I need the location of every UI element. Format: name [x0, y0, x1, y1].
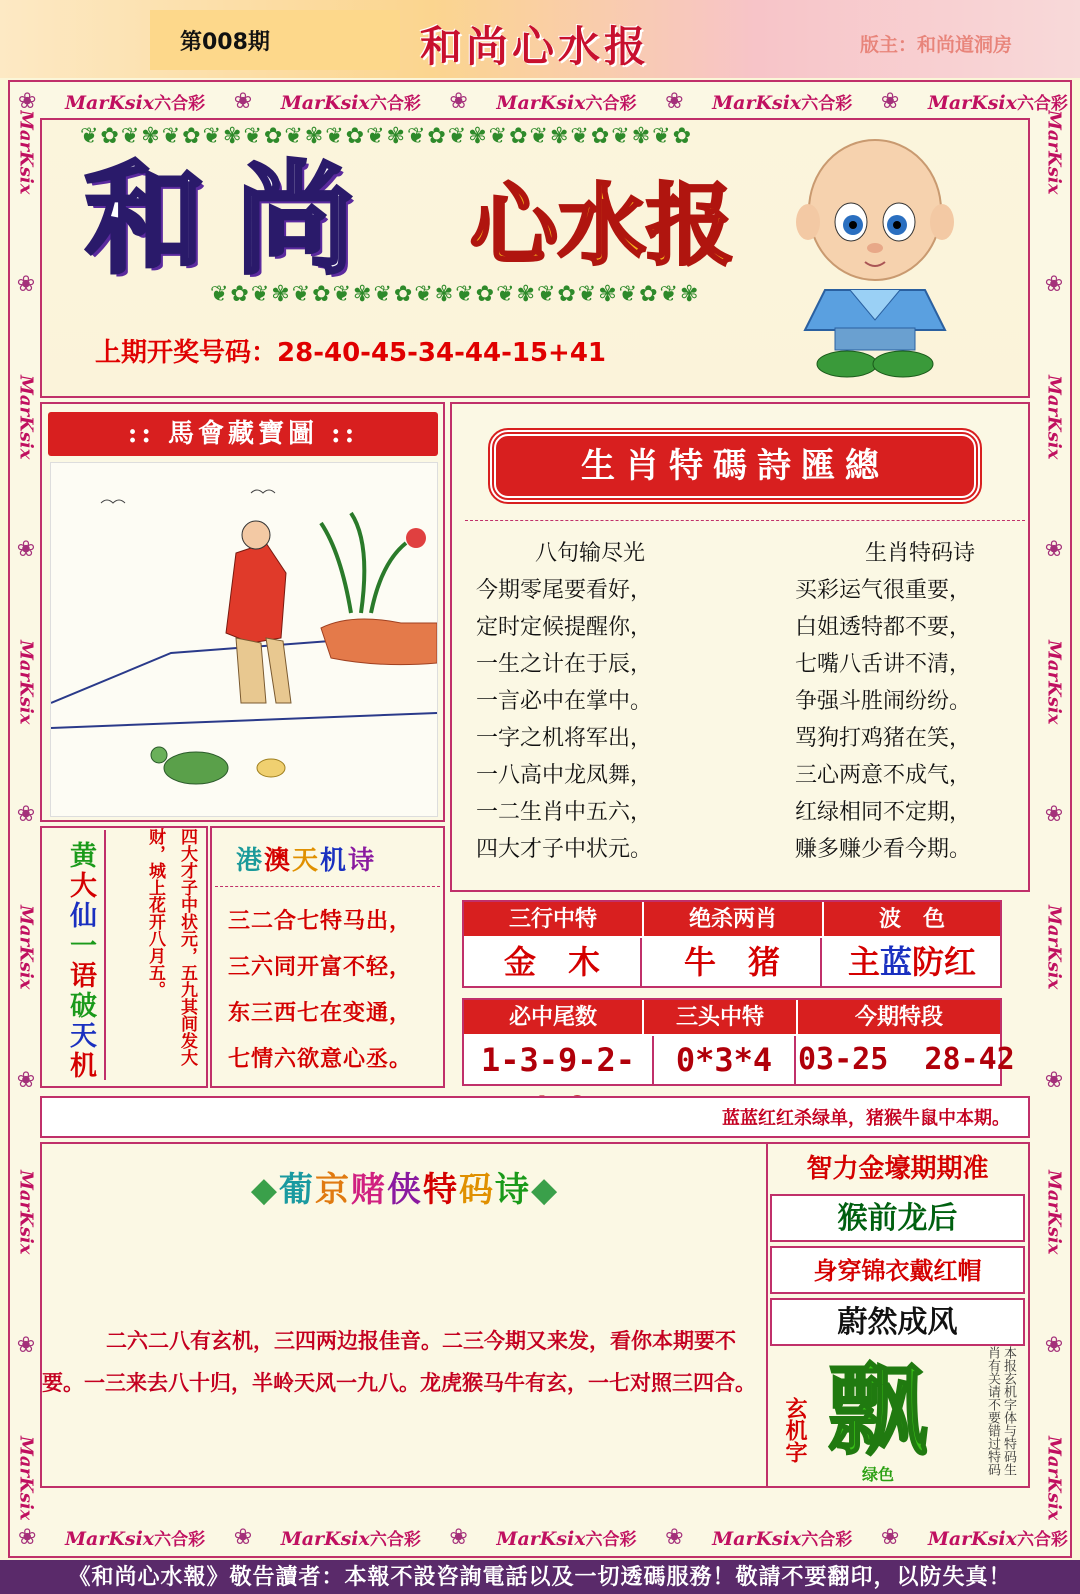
- title-char: 大: [65, 871, 96, 901]
- title-char: 诗: [348, 846, 377, 876]
- footer-notice: 《和尚心水報》敬告讀者：本報不設咨詢電話以及一切透碼服務！敬請不要翻印，以防失真！: [0, 1560, 1080, 1594]
- grid-head: 必中尾数: [464, 1000, 642, 1034]
- poem-line: 三六同开富不轻，: [228, 954, 413, 980]
- flower-icon: ❀: [1044, 1067, 1064, 1093]
- grid-head: 三头中特: [644, 1000, 796, 1034]
- poem-line: 三二合七特马出，: [228, 908, 413, 934]
- hk-macau-poem-lines: [228, 898, 438, 1082]
- flower-icon: ❀: [665, 88, 684, 114]
- watermark-left: [12, 110, 40, 1520]
- poem-line: 七情六欲意心丞。: [228, 1046, 413, 1072]
- flower-icon: ❀: [1044, 802, 1064, 828]
- grid-head: 波 色: [824, 902, 1000, 936]
- watermark-label: MarKsix: [15, 640, 37, 725]
- title-char: 葡: [279, 1170, 315, 1210]
- title-char: 机: [65, 1051, 96, 1081]
- flower-icon: ❀: [880, 1524, 900, 1550]
- wave-color-value: [824, 938, 1000, 986]
- poem-line: 七嘴八舌讲不清，: [795, 652, 972, 677]
- watermark-label: MarKsix: [15, 905, 37, 990]
- watermark-label: MarKsix: [15, 110, 37, 195]
- zodiac-hint-2: 身穿锦衣戴红帽: [770, 1246, 1025, 1294]
- title-char: 红: [944, 943, 977, 981]
- grid-head: 绝杀两肖: [644, 902, 822, 936]
- flower-icon: ❀: [233, 88, 253, 114]
- issue-number: 第008期: [150, 10, 400, 70]
- last-draw-label: 上期开奖号码：: [95, 338, 278, 368]
- poem-line: 东三西七在变通，: [228, 1000, 413, 1026]
- flower-icon: ❀: [233, 1524, 253, 1550]
- divider: [104, 830, 106, 1080]
- masthead-subtitle: 心水报: [470, 173, 735, 277]
- zodiac-hint-3: 蔚然成风: [770, 1298, 1025, 1346]
- last-draw: [95, 330, 795, 376]
- watermark-label: MarKsix六合彩: [280, 1527, 421, 1550]
- title-char: 黄: [65, 841, 96, 871]
- flower-icon: ❀: [16, 1332, 36, 1358]
- poem-line: 三心两意不成气，: [795, 763, 972, 788]
- watermark-top: [18, 86, 1068, 116]
- watermark-label: MarKsix六合彩: [712, 91, 853, 114]
- flower-icon: ❀: [18, 1524, 37, 1550]
- poem-line: 白姐透特都不要，: [795, 615, 972, 640]
- diamond-icon: ◆: [250, 1170, 279, 1210]
- poem-line: 争强斗胜闹纷纷。: [795, 689, 972, 714]
- title-char: 主: [847, 943, 880, 981]
- poem-line: 红绿相同不定期，: [795, 800, 972, 825]
- mystery-char-color: 绿色: [861, 1465, 894, 1484]
- last-draw-numbers: 28-40-45-34-44-15+41: [277, 338, 607, 368]
- title-char: 语: [65, 961, 96, 991]
- title-char: 码: [459, 1170, 495, 1210]
- watermark-label: MarKsix: [15, 375, 37, 460]
- editor-credit: 版主：和尚道洞房: [860, 34, 1013, 56]
- watermark-label: MarKsix: [1043, 375, 1065, 460]
- watermark-label: MarKsix六合彩: [65, 1527, 206, 1550]
- flower-icon: ❀: [18, 88, 37, 114]
- title-char: 破: [65, 991, 96, 1021]
- watermark-label: MarKsix: [1043, 640, 1065, 725]
- hot-couplet: 四大才子中状元，五九其间发大财，城上花开八月五。: [145, 828, 197, 1066]
- right-poem-title: 生肖特码诗: [865, 541, 976, 566]
- watermark-label: MarKsix: [1043, 1435, 1065, 1520]
- title-char: 京: [315, 1170, 351, 1210]
- title-char: 澳: [264, 846, 293, 876]
- mystery-char: 飘: [827, 1351, 928, 1469]
- watermark-label: MarKsix: [1043, 110, 1065, 195]
- diamond-icon: ◆: [531, 1170, 560, 1210]
- poem-line: 一生之计在于辰，: [476, 652, 653, 677]
- flower-icon: ❀: [449, 88, 468, 114]
- three-element-value: 金 木: [464, 938, 642, 986]
- kill-zodiac-value: 牛 猪: [644, 938, 822, 986]
- title-char: 特: [423, 1170, 459, 1210]
- flower-icon: ❀: [16, 537, 36, 563]
- poem-line: 今期零尾要看好，: [476, 578, 653, 603]
- poem-line: 定时定候提醒你，: [476, 615, 653, 640]
- poem-line: 买彩运气很重要，: [795, 578, 972, 603]
- watermark-right: [1040, 110, 1068, 1520]
- flower-icon: ❀: [1044, 537, 1064, 563]
- watermark-label: MarKsix: [1043, 1170, 1065, 1255]
- hk-macau-poem-title: [236, 840, 436, 880]
- huang-daxian-saying: [60, 836, 100, 1086]
- slogan: 智力金壕期期准: [806, 1154, 989, 1184]
- title-char: 机: [320, 846, 349, 876]
- poem-line: 一字之机将军出，: [476, 726, 653, 751]
- top-title: 和尚心水报: [420, 22, 651, 71]
- title-char: 蓝: [879, 943, 912, 981]
- poem-line: 四大才子中状元。: [476, 837, 653, 862]
- masthead-title: 和尚: [85, 149, 385, 290]
- mystery-char-note: 本报玄机字体与特码生肖有关请不要错过特码: [985, 1346, 1016, 1476]
- right-poem: [795, 572, 1025, 868]
- tagline-text: 蓝蓝红红杀绿单，猪猴牛鼠中本期。: [722, 1108, 1010, 1129]
- flower-icon: ❀: [16, 272, 36, 298]
- macau-gambler-poem-title: [215, 1162, 595, 1216]
- title-char: 诗: [495, 1170, 531, 1210]
- special-range-value: 03-25 28-42: [798, 1042, 1015, 1077]
- flower-icon: ❀: [449, 1524, 468, 1550]
- watermark-label: MarKsix六合彩: [927, 1527, 1068, 1550]
- poem-line: 一八高中龙凤舞，: [476, 763, 653, 788]
- vine-decoration: ❦✿❦✾❦✿❦✾❦✿❦✾❦✿❦✾❦✿❦✾❦✿❦✾❦✿❦✾❦✿: [80, 124, 694, 148]
- left-poem: [476, 572, 756, 868]
- watermark-label: MarKsix六合彩: [496, 91, 637, 114]
- flower-icon: ❀: [880, 88, 900, 114]
- tail-number-value: 1-3-9-2-: [464, 1036, 654, 1084]
- watermark-label: MarKsix: [15, 1170, 37, 1255]
- watermark-label: MarKsix六合彩: [496, 1527, 637, 1550]
- title-char: 天: [292, 846, 321, 876]
- poem-line: 一二生肖中五六，: [476, 800, 653, 825]
- flower-icon: ❀: [1044, 272, 1064, 298]
- head-number-value: 0*3*4: [654, 1036, 796, 1084]
- treasure-map-illustration: [50, 462, 438, 817]
- treasure-map-title: :: 馬會藏寶圖 ::: [48, 412, 438, 456]
- watermark-bottom: [18, 1522, 1068, 1552]
- vine-decoration: ❦✿❦✾❦✿❦✾❦✿❦✾❦✿❦✾❦✿❦✾❦✿❦✾: [210, 282, 701, 306]
- poem-line: 骂狗打鸡猪在笑，: [795, 726, 972, 751]
- macau-gambler-poem-text: 二六二八有玄机，三四两边报佳音。二三今期又来发，看你本期要不要。一三来去八十归，半岭天风一九八。龙虎猴马牛有玄，一七对照三四合。: [42, 1328, 756, 1395]
- title-char: 仙: [65, 901, 96, 931]
- watermark-label: MarKsix六合彩: [712, 1527, 853, 1550]
- zodiac-poem-title: 生肖特碼詩匯總: [490, 430, 980, 502]
- watermark-label: MarKsix六合彩: [65, 91, 206, 114]
- flower-icon: ❀: [1044, 1332, 1064, 1358]
- watermark-label: MarKsix六合彩: [927, 91, 1068, 114]
- watermark-label: MarKsix: [15, 1435, 37, 1520]
- flower-icon: ❀: [16, 802, 36, 828]
- watermark-label: MarKsix六合彩: [280, 91, 421, 114]
- title-char: 侠: [387, 1170, 423, 1210]
- mystery-char-label: 玄机字: [782, 1397, 808, 1463]
- title-char: 天: [65, 1021, 96, 1051]
- grid-head: 三行中特: [464, 902, 642, 936]
- title-char: 赌: [351, 1170, 387, 1210]
- grid-head: 今期特段: [798, 1000, 1000, 1034]
- zodiac-hint-1: 猴前龙后: [770, 1194, 1025, 1242]
- divider: [215, 886, 440, 887]
- left-poem-title: 八句输尽光: [535, 541, 646, 566]
- flower-icon: ❀: [16, 1067, 36, 1093]
- title-char: 防: [912, 943, 945, 981]
- title-char: 一: [65, 931, 96, 961]
- title-char: 港: [236, 846, 265, 876]
- monk-mascot: [795, 130, 955, 380]
- watermark-label: MarKsix: [1043, 905, 1065, 990]
- poem-line: 一言必中在掌中。: [476, 689, 653, 714]
- flower-icon: ❀: [665, 1524, 684, 1550]
- poem-line: 赚多赚少看今期。: [795, 837, 972, 862]
